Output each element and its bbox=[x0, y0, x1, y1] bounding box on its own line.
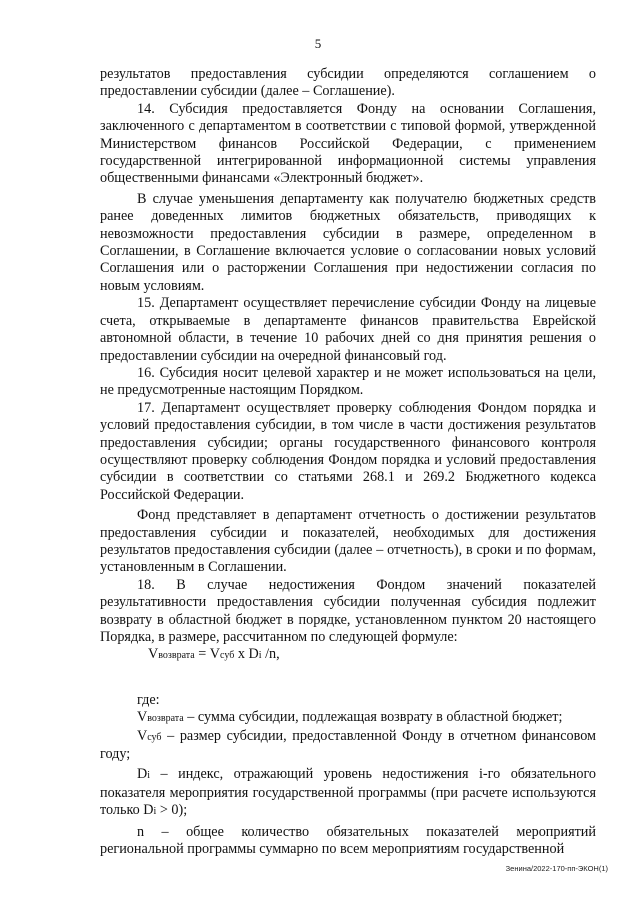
formula-times: x bbox=[234, 646, 249, 663]
definition-symbol: V bbox=[137, 727, 148, 744]
definition-v-return bbox=[100, 709, 596, 727]
page-number: 5 bbox=[314, 36, 322, 51]
definition-subscript: i bbox=[153, 806, 157, 818]
formula-v-return-subscript: возврата bbox=[158, 650, 195, 662]
paragraph: 17. Департамент осуществляет проверку соблюдения Фондом порядка и условий предоставления субсидии, в том числе в части достижения результатов предоставления субсидии; органы государственного финансового контроля осуществляют проверку соблюдения Фондом порядка и условий предоставления субсидии в соответствии со статьями 268.1 и 269.2 Бюджетного кодекса Российской Федерации. bbox=[100, 399, 596, 503]
where-label: где: bbox=[137, 691, 160, 708]
document-body bbox=[100, 66, 596, 858]
definition-text: – сумма субсидии, подлежащая возврату в областной бюджет; bbox=[183, 709, 563, 726]
definition-n bbox=[100, 824, 596, 859]
paragraph: Фонд представляет в департамент отчетность о достижении результатов предоставления субсидии и показателей, необходимых для достижения результатов предоставления субсидии (далее – отчетность), в сроки и по формам, установленным в Соглашении. bbox=[100, 507, 596, 576]
formula bbox=[100, 646, 596, 664]
definition-subscript: i bbox=[147, 770, 151, 782]
definition-v-sub bbox=[100, 728, 596, 764]
definition-text: – размер субсидии, предоставленной Фонду в отчетном финансовом году; bbox=[100, 727, 596, 763]
definition-symbol: V bbox=[137, 709, 148, 726]
definition-d bbox=[100, 766, 596, 820]
paragraph: 16. Субсидия носит целевой характер и не может использоваться на цели, не предусмотренные настоящим Порядком. bbox=[100, 364, 596, 399]
definition-text: – общее количество обязательных показателей мероприятий региональной программы суммарно по всем мероприятиям государственной bbox=[100, 823, 596, 858]
paragraph: 18. В случае недостижения Фондом значений показателей результативности предоставления субсидии полученная субсидия подлежит возврату в областной бюджет в порядке, установленном пунктом 20 настоящего Порядка, в размере, рассчитанном по следующей формуле: bbox=[100, 576, 596, 645]
definition-subscript: возврата bbox=[147, 713, 184, 725]
formula-equals: = bbox=[194, 646, 210, 663]
formula-tail: /n, bbox=[261, 646, 280, 663]
formula-d-subscript: i bbox=[258, 650, 262, 662]
formula-v-sub-subscript: суб bbox=[220, 650, 235, 662]
paragraph: 14. Субсидия предоставляется Фонду на основании Соглашения, заключенного с департаментом в соответствии с типовой формой, утвержденной Министерством финансов Российской Федерации, с применением государственной интегрированной информационной системы управления общественными финансами «Электронный бюджет». bbox=[100, 100, 596, 187]
formula-v-sub: V bbox=[209, 646, 221, 663]
definition-symbol: D bbox=[137, 766, 148, 783]
formula-d: D bbox=[248, 646, 259, 663]
definition-symbol: n bbox=[137, 823, 145, 840]
definition-text: – индекс, отражающий уровень недостижения i-го обязательного показателя мероприятия государственной программы (при расчете используются только D bbox=[100, 766, 596, 819]
paragraph: В случае уменьшения департаменту как получателю бюджетных средств ранее доведенных лимитов бюджетных обязательств, приводящих к невозможности предоставления субсидии в размере, определенном в Соглашении, в Соглашение включается условие о согласовании новых условий Соглашения или о расторжении Соглашения при недостижении согласия по новым условиям. bbox=[100, 190, 596, 294]
paragraph: 15. Департамент осуществляет перечисление субсидии Фонду на лицевые счета, открываемые в департаменте финансов правительства Еврейской автономной области, в течение 10 рабочих дней со дня принятия решения о предоставлении субсидии на очередной финансовый год. bbox=[100, 295, 596, 364]
definition-text: > 0); bbox=[156, 802, 188, 819]
formula-v-return: V bbox=[148, 646, 159, 663]
document-code: Зенина/2022-170-пп-ЭКОН(1) bbox=[505, 864, 608, 873]
definition-subscript: суб bbox=[147, 731, 162, 743]
paragraph: результатов предоставления субсидии определяются соглашением о предоставлении субсидии (далее – Соглашение). bbox=[100, 66, 596, 100]
